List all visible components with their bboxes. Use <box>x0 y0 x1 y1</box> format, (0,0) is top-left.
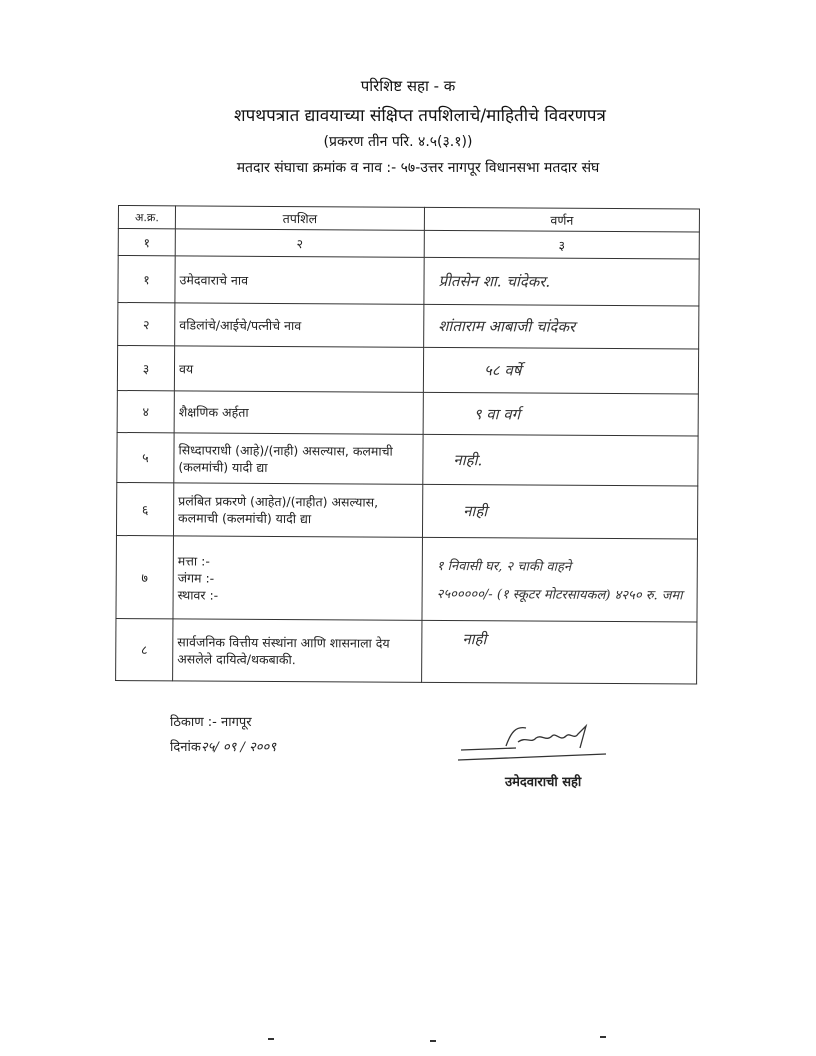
row-detail: प्रलंबित प्रकरणे (आहेत)/(नाहीत) असल्यास, कलमाची (कलमांची) यादी द्या <box>173 483 422 538</box>
scan-mark <box>268 1038 274 1040</box>
appendix-label: परिशिष्ट सहा - क <box>360 77 456 95</box>
row-detail <box>173 536 423 621</box>
scan-mark <box>430 1040 436 1042</box>
document-subtitle: (प्रकरण तीन परि. ४.५(३.१)) <box>323 134 473 150</box>
value-line: १ निवासी घर, २ चाकी वाहने <box>436 558 572 575</box>
column-header-serial: अ.क्र. <box>118 206 175 229</box>
row-detail: शैक्षणिक अर्हता <box>174 391 423 435</box>
detail-line-assets: मत्ता :- <box>177 552 210 569</box>
table-row <box>117 432 698 486</box>
table-row <box>118 303 699 350</box>
row-number: ३ <box>117 346 174 391</box>
constituency-line: मतदार संघाचा क्रमांक व नाव :- ५७-उत्तर नागपूर विधानसभा मतदार संघ <box>236 160 600 176</box>
row-value <box>422 537 698 622</box>
table-row <box>118 256 699 307</box>
date-label: दिनांक <box>170 740 201 755</box>
row-number: ८ <box>116 618 173 680</box>
place: ठिकाण :- नागपूर <box>170 715 252 730</box>
row-number: ६ <box>116 482 173 535</box>
row-detail: सिध्दापराधी (आहे)/(नाही) असल्यास, कलमाची (कलमांची) यादी द्या <box>174 433 423 485</box>
row-value: ५८ वर्षे <box>423 347 698 394</box>
row-value: ९ वा वर्ग <box>423 392 698 436</box>
column-number-row <box>118 229 699 260</box>
row-number: १ <box>118 256 175 303</box>
column-number: २ <box>175 229 424 258</box>
column-number: ३ <box>424 230 699 259</box>
row-value: नाही. <box>423 434 698 486</box>
column-header-detail: तपशिल <box>175 206 424 231</box>
row-detail: उमेदवाराचे नाव <box>175 256 424 305</box>
table-row <box>117 390 698 436</box>
detail-line-movable: जंगम :- <box>177 569 215 586</box>
date-value: २५/ ०९ / २००९ <box>200 740 277 755</box>
table-row <box>116 535 697 622</box>
row-detail: वय <box>174 346 423 393</box>
row-detail: वडिलांचे/आईचे/पत्नीचे नाव <box>175 303 424 348</box>
date <box>170 737 276 755</box>
scan-mark <box>600 1036 606 1038</box>
row-number: ७ <box>116 535 174 618</box>
value-line: २५०००००/- (१ स्कूटर मोटरसायकल) ४२५० रु. जमा <box>436 586 683 604</box>
detail-line-immovable: स्थावर :- <box>177 586 219 603</box>
row-number: ४ <box>117 390 174 432</box>
row-value: शांताराम आबाजी चांदेकर <box>424 304 699 349</box>
signature-label: उमेदवाराची सही <box>505 775 582 790</box>
row-number: ५ <box>117 432 174 482</box>
column-number: १ <box>118 229 175 256</box>
table-row <box>116 482 697 539</box>
column-header-description: वर्णन <box>424 207 699 232</box>
signature <box>456 722 626 762</box>
row-value: नाही <box>422 484 697 539</box>
affidavit-table <box>115 205 700 685</box>
document-title: शपथपत्रात द्यावयाच्या संक्षिप्त तपशिलाचे/माहितीचे विवरणपत्र <box>234 106 606 126</box>
row-detail: सार्वजनिक वित्तीय संस्थांना आणि शासनाला देय असलेले दायित्वे/थकबाकी. <box>173 619 422 683</box>
table-row <box>116 618 697 684</box>
table-row <box>117 346 698 395</box>
row-value: नाही <box>422 620 697 684</box>
row-number: २ <box>118 303 175 346</box>
row-value: प्रीतसेन शा. चांदेकर. <box>424 257 699 306</box>
